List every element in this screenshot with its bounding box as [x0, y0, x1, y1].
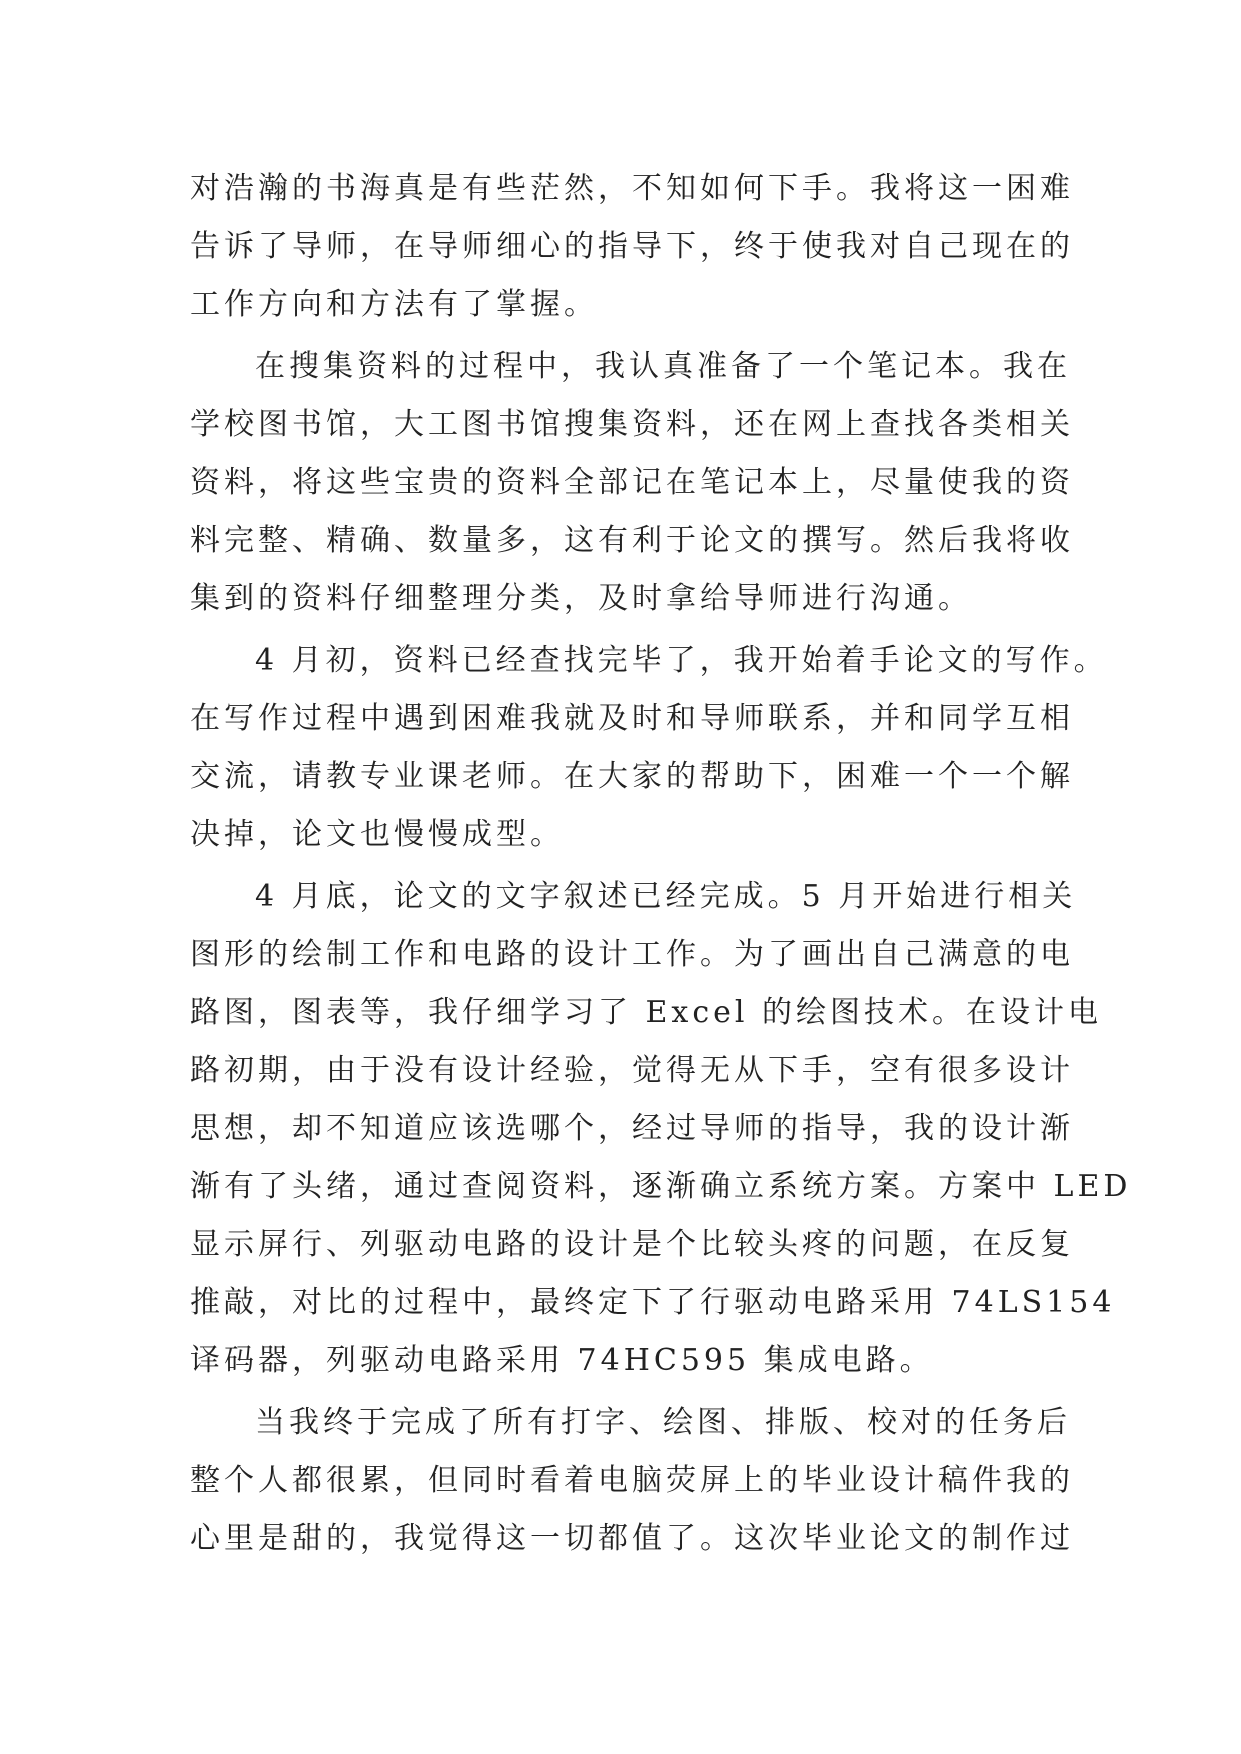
text-line: 告诉了导师，在导师细心的指导下，终于使我对自己现在的: [190, 229, 1074, 264]
text-line: 路初期，由于没有设计经验，觉得无从下手，空有很多设计: [190, 1053, 1074, 1088]
text-line: 工作方向和方法有了掌握。: [190, 287, 598, 322]
text-line: 资料，将这些宝贵的资料全部记在笔记本上，尽量使我的资: [190, 465, 1074, 500]
text-line: 心里是甜的，我觉得这一切都值了。这次毕业论文的制作过: [190, 1521, 1074, 1556]
text-line: 料完整、精确、数量多，这有利于论文的撰写。然后我将收: [190, 523, 1074, 558]
paragraph-first-line: 4 月初，资料已经查找完毕了，我开始着手论文的写作。: [255, 643, 1108, 678]
text-line: 在写作过程中遇到困难我就及时和导师联系，并和同学互相: [190, 701, 1074, 736]
text-line: 交流，请教专业课老师。在大家的帮助下，困难一个一个解: [190, 759, 1074, 794]
paragraph-first-line: 4 月底，论文的文字叙述已经完成。5 月开始进行相关: [255, 879, 1077, 914]
text-line: 路图，图表等，我仔细学习了 Excel 的绘图技术。在设计电: [190, 995, 1103, 1030]
text-line: 译码器，列驱动电路采用 74HC595 集成电路。: [190, 1343, 934, 1378]
text-line: 渐有了头绪，通过查阅资料，逐渐确立系统方案。方案中 LED: [190, 1169, 1132, 1204]
text-line: 对浩瀚的书海真是有些茫然，不知如何下手。我将这一困难: [190, 171, 1074, 206]
text-line: 整个人都很累，但同时看着电脑荧屏上的毕业设计稿件我的: [190, 1463, 1074, 1498]
text-line: 推敲，对比的过程中，最终定下了行驱动电路采用 74LS154: [190, 1285, 1116, 1320]
paragraph-first-line: 当我终于完成了所有打字、绘图、排版、校对的任务后: [255, 1405, 1071, 1440]
body-text: [190, 160, 1132, 1568]
text-line: 显示屏行、列驱动电路的设计是个比较头疼的问题，在反复: [190, 1227, 1074, 1262]
text-line: 集到的资料仔细整理分类，及时拿给导师进行沟通。: [190, 581, 972, 616]
text-line: 决掉，论文也慢慢成型。: [190, 817, 564, 852]
text-line: 图形的绘制工作和电路的设计工作。为了画出自己满意的电: [190, 937, 1074, 972]
text-line: 思想，却不知道应该选哪个，经过导师的指导，我的设计渐: [190, 1111, 1074, 1146]
paragraph-first-line: 在搜集资料的过程中，我认真准备了一个笔记本。我在: [255, 349, 1071, 384]
text-line: 学校图书馆，大工图书馆搜集资料，还在网上查找各类相关: [190, 407, 1074, 442]
